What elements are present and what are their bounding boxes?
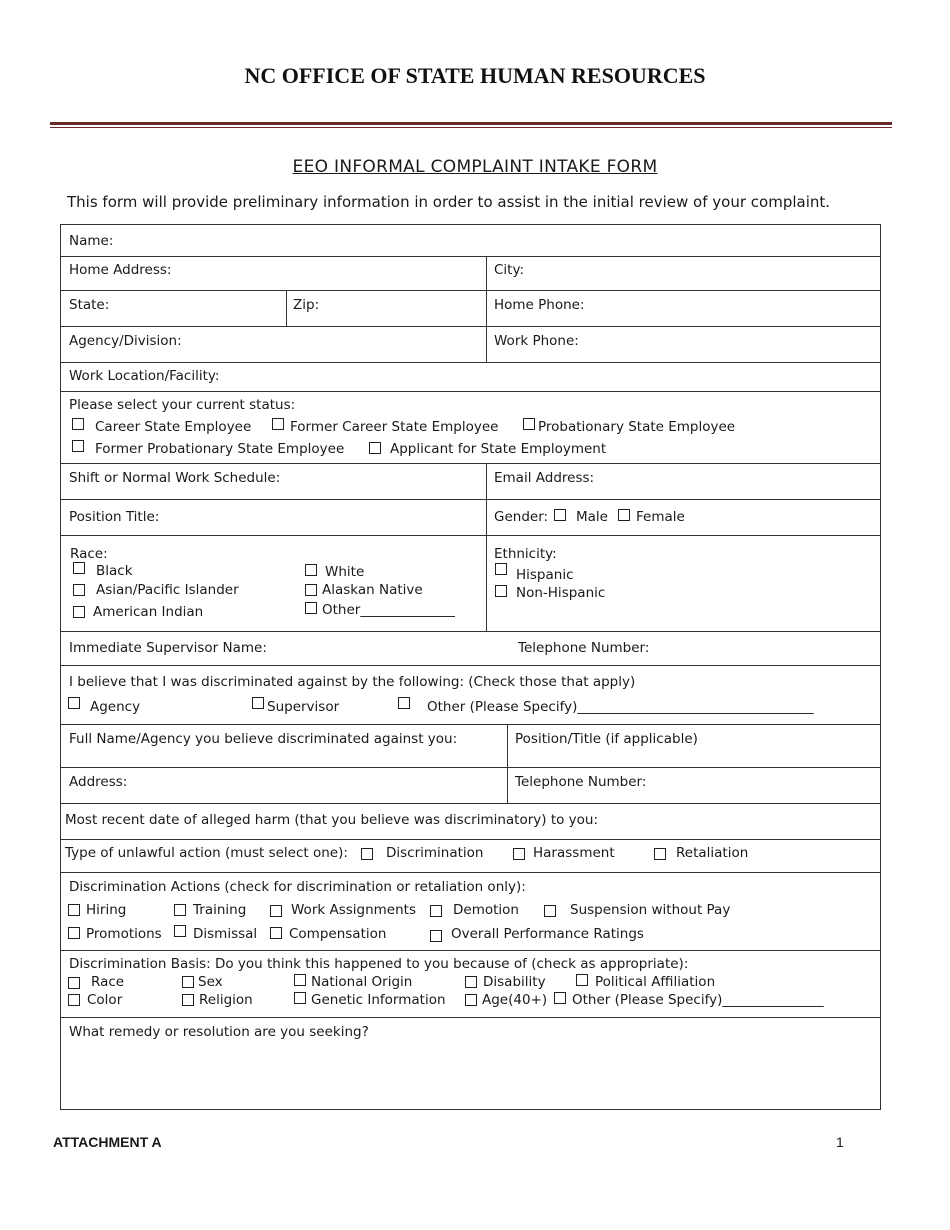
- row-divider: [61, 391, 880, 392]
- race-option-label: White: [325, 564, 365, 580]
- action-type-option-label: Harassment: [533, 845, 615, 861]
- home-address-label[interactable]: Home Address:: [69, 262, 172, 278]
- action-work-assignments-checkbox[interactable]: [270, 905, 282, 917]
- race-asian-checkbox[interactable]: [73, 584, 85, 596]
- basis-color-checkbox[interactable]: [68, 994, 80, 1006]
- basis-religion-checkbox[interactable]: [182, 994, 194, 1006]
- intro-text: This form will provide preliminary information in order to assist in the initial review of your complaint.: [67, 193, 831, 211]
- row-divider: [61, 256, 880, 257]
- basis-age-checkbox[interactable]: [465, 994, 477, 1006]
- respondent-name-label[interactable]: Full Name/Agency you believe discriminated against you:: [69, 731, 458, 747]
- col-divider: [486, 463, 487, 631]
- header-rule-thin: [50, 127, 892, 128]
- row-divider: [61, 767, 880, 768]
- intake-form-table: [60, 224, 881, 1110]
- race-other-checkbox[interactable]: [305, 602, 317, 614]
- position-title-label[interactable]: Position Title:: [69, 509, 160, 525]
- supervisor-name-label[interactable]: Immediate Supervisor Name:: [69, 640, 267, 656]
- basis-option-label: Color: [87, 992, 123, 1008]
- ethnicity-option-label: Non-Hispanic: [516, 585, 606, 601]
- col-divider: [507, 724, 508, 803]
- row-divider: [61, 362, 880, 363]
- header-rule-thick: [50, 122, 892, 125]
- race-option-label: Asian/Pacific Islander: [96, 582, 239, 598]
- race-american-indian-checkbox[interactable]: [73, 606, 85, 618]
- basis-political-checkbox[interactable]: [576, 974, 588, 986]
- row-divider: [61, 535, 880, 536]
- row-divider: [61, 463, 880, 464]
- discriminated-option-label: Other (Please Specify)___________________________________: [427, 699, 814, 715]
- status-former-career-checkbox[interactable]: [272, 418, 284, 430]
- zip-label[interactable]: Zip:: [293, 297, 320, 313]
- page-title: NC OFFICE OF STATE HUMAN RESOURCES: [244, 63, 706, 88]
- race-option-label: American Indian: [93, 604, 204, 620]
- action-promotions-checkbox[interactable]: [68, 927, 80, 939]
- city-label[interactable]: City:: [494, 262, 525, 278]
- race-option-label: Alaskan Native: [322, 582, 423, 598]
- action-performance-checkbox[interactable]: [430, 930, 442, 942]
- gender-option-label: Female: [636, 509, 685, 525]
- discriminated-supervisor-checkbox[interactable]: [252, 697, 264, 709]
- row-divider: [61, 839, 880, 840]
- recent-date-label[interactable]: Most recent date of alleged harm (that you believe was discriminatory) to you:: [65, 812, 599, 828]
- respondent-phone-label[interactable]: Telephone Number:: [515, 774, 647, 790]
- gender-label: Gender:: [494, 509, 549, 525]
- race-black-checkbox[interactable]: [73, 562, 85, 574]
- status-probationary-checkbox[interactable]: [523, 418, 535, 430]
- email-label[interactable]: Email Address:: [494, 470, 595, 486]
- race-white-checkbox[interactable]: [305, 564, 317, 576]
- discrimination-action-label: Compensation: [289, 926, 387, 942]
- discriminated-other-checkbox[interactable]: [398, 697, 410, 709]
- discriminated-agency-checkbox[interactable]: [68, 697, 80, 709]
- gender-female-checkbox[interactable]: [618, 509, 630, 521]
- ethnicity-option-label: Hispanic: [516, 567, 574, 583]
- action-harassment-checkbox[interactable]: [513, 848, 525, 860]
- row-divider: [61, 872, 880, 873]
- action-hiring-checkbox[interactable]: [68, 904, 80, 916]
- discrimination-action-label: Work Assignments: [291, 902, 416, 918]
- discrimination-basis-prompt: Discrimination Basis: Do you think this happened to you because of (check as appropriate):: [69, 956, 689, 972]
- state-label[interactable]: State:: [69, 297, 110, 313]
- discrimination-action-label: Suspension without Pay: [570, 902, 731, 918]
- discriminated-option-label: Supervisor: [267, 699, 340, 715]
- action-type-option-label: Discrimination: [386, 845, 484, 861]
- basis-option-label: Race: [91, 974, 125, 990]
- basis-genetic-checkbox[interactable]: [294, 992, 306, 1004]
- basis-option-label: Disability: [483, 974, 546, 990]
- basis-option-label: Religion: [199, 992, 253, 1008]
- race-option-label: Other______________: [322, 602, 455, 618]
- action-discrimination-checkbox[interactable]: [361, 848, 373, 860]
- basis-disability-checkbox[interactable]: [465, 976, 477, 988]
- supervisor-phone-label[interactable]: Telephone Number:: [518, 640, 650, 656]
- discriminated-by-prompt: I believe that I was discriminated against by the following: (Check those that apply): [69, 674, 636, 690]
- discrimination-action-label: Dismissal: [193, 926, 258, 942]
- status-option-label: Applicant for State Employment: [390, 441, 607, 457]
- status-option-label: Former Career State Employee: [290, 419, 499, 435]
- action-type-prompt: Type of unlawful action (must select one):: [65, 845, 348, 861]
- discrimination-action-label: Training: [193, 902, 247, 918]
- row-divider: [61, 326, 880, 327]
- discrimination-action-label: Promotions: [86, 926, 162, 942]
- home-phone-label[interactable]: Home Phone:: [494, 297, 585, 313]
- status-option-label: Probationary State Employee: [538, 419, 736, 435]
- action-demotion-checkbox[interactable]: [430, 905, 442, 917]
- status-option-label: Career State Employee: [95, 419, 252, 435]
- basis-option-label: Political Affiliation: [595, 974, 716, 990]
- status-applicant-checkbox[interactable]: [369, 442, 381, 454]
- row-divider: [61, 499, 880, 500]
- ethnicity-label: Ethnicity:: [494, 546, 557, 562]
- row-divider: [61, 803, 880, 804]
- basis-option-label: Genetic Information: [311, 992, 446, 1008]
- gender-male-checkbox[interactable]: [554, 509, 566, 521]
- basis-option-label: Other (Please Specify)_______________: [572, 992, 824, 1008]
- action-suspension-checkbox[interactable]: [544, 905, 556, 917]
- attachment-label: ATTACHMENT A: [53, 1134, 162, 1150]
- row-divider: [61, 631, 880, 632]
- discrimination-action-label: Demotion: [453, 902, 519, 918]
- col-divider: [486, 256, 487, 362]
- form-title: EEO INFORMAL COMPLAINT INTAKE FORM: [292, 157, 658, 177]
- race-option-label: Black: [96, 563, 133, 579]
- race-label: Race:: [70, 546, 108, 562]
- remedy-label[interactable]: What remedy or resolution are you seeking?: [69, 1024, 369, 1040]
- action-dismissal-checkbox[interactable]: [174, 925, 186, 937]
- discrimination-actions-prompt: Discrimination Actions (check for discrimination or retaliation only):: [69, 879, 526, 895]
- basis-option-label: Sex: [198, 974, 223, 990]
- action-type-option-label: Retaliation: [676, 845, 749, 861]
- ethnicity-non-hispanic-checkbox[interactable]: [495, 585, 507, 597]
- agency-division-label[interactable]: Agency/Division:: [69, 333, 182, 349]
- discriminated-option-label: Agency: [90, 699, 141, 715]
- action-retaliation-checkbox[interactable]: [654, 848, 666, 860]
- status-former-probationary-checkbox[interactable]: [72, 440, 84, 452]
- page-number: 1: [836, 1134, 844, 1150]
- col-divider: [286, 290, 287, 326]
- basis-national-origin-checkbox[interactable]: [294, 974, 306, 986]
- basis-sex-checkbox[interactable]: [182, 976, 194, 988]
- row-divider: [61, 724, 880, 725]
- action-compensation-checkbox[interactable]: [270, 927, 282, 939]
- shift-label[interactable]: Shift or Normal Work Schedule:: [69, 470, 281, 486]
- status-prompt: Please select your current status:: [69, 397, 296, 413]
- discrimination-action-label: Overall Performance Ratings: [451, 926, 644, 942]
- ethnicity-hispanic-checkbox[interactable]: [495, 563, 507, 575]
- discrimination-action-label: Hiring: [86, 902, 127, 918]
- row-divider: [61, 1017, 880, 1018]
- race-alaskan-checkbox[interactable]: [305, 584, 317, 596]
- status-option-label: Former Probationary State Employee: [95, 441, 345, 457]
- row-divider: [61, 290, 880, 291]
- gender-option-label: Male: [576, 509, 608, 525]
- action-training-checkbox[interactable]: [174, 904, 186, 916]
- basis-option-label: National Origin: [311, 974, 413, 990]
- basis-race-checkbox[interactable]: [68, 977, 80, 989]
- row-divider: [61, 950, 880, 951]
- status-career-checkbox[interactable]: [72, 418, 84, 430]
- respondent-position-label[interactable]: Position/Title (if applicable): [515, 731, 698, 747]
- row-divider: [61, 665, 880, 666]
- respondent-address-label[interactable]: Address:: [69, 774, 128, 790]
- name-label[interactable]: Name:: [69, 233, 114, 249]
- work-phone-label[interactable]: Work Phone:: [494, 333, 579, 349]
- work-location-label[interactable]: Work Location/Facility:: [69, 368, 220, 384]
- basis-other-checkbox[interactable]: [554, 992, 566, 1004]
- basis-option-label: Age(40+): [482, 992, 548, 1008]
